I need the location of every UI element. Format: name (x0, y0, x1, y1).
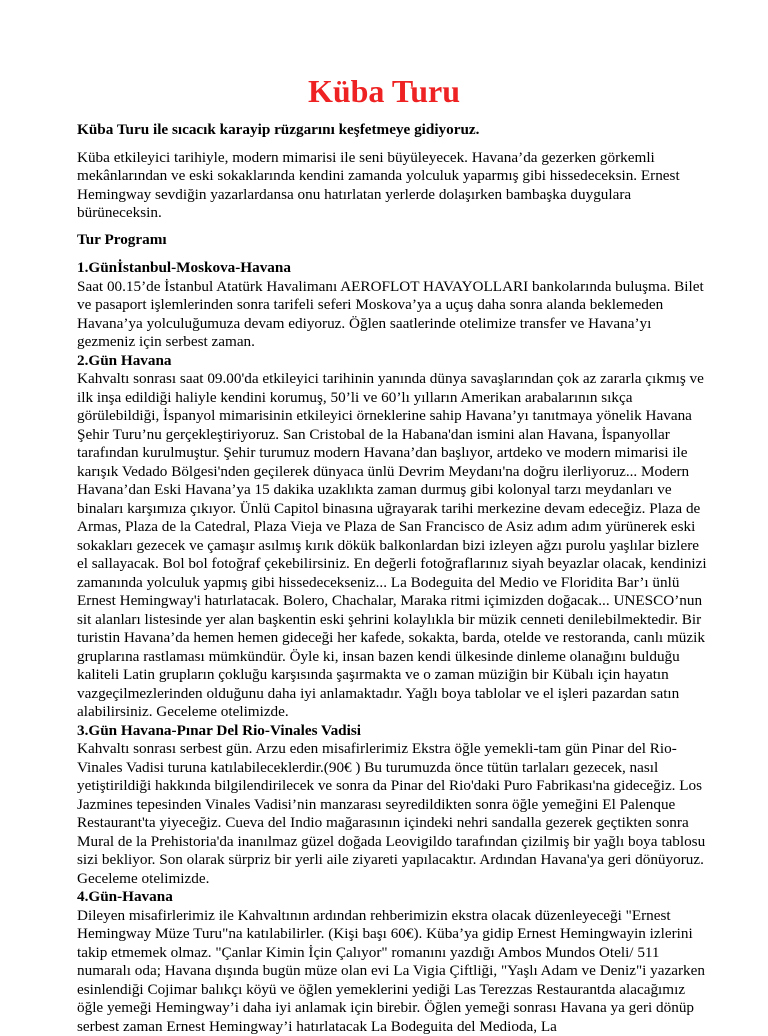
document-body (77, 121, 713, 1036)
day-3-title: 3.Gün Havana-Pınar Del Rio-Vinales Vadisi (77, 722, 713, 741)
lead-paragraph: Küba Turu ile sıcacık karayip rüzgarını keşfetmeye gidiyoruz. (77, 121, 713, 140)
page-title: Küba Turu (0, 73, 768, 109)
day-1-title: 1.Günİstanbul-Moskova-Havana (77, 259, 713, 278)
day-1-body: Saat 00.15’de İstanbul Atatürk Havalimanı AEROFLOT HAVAYOLLARI bankolarında buluşma. Bilet ve pasaport işlemlerinden sonra tarifeli seferi Moskova’ya a uçuş daha sonra alanda beklemeden Havana’ya yolculuğumuza devam ediyoruz. Öğlen saatlerinde otelimize transfer ve Havana’yı gezmeniz için serbest zaman. (77, 278, 713, 352)
day-4-body: Dileyen misafirlerimiz ile Kahvaltının ardından rehberimizin ekstra olacak düzenleyeceği "Ernest Hemingway Müze Turu"na katılabilirler. (Kişi başı 60€). Küba’ya gidip Ernest Hemingwayin izlerini takip etmemek olmaz. "Çanlar Kimin İçin Çalıyor" romanını yazdığı Ambos Mundos Oteli/ 511 numaralı oda; Havana dışında bugün müze olan evi La Vigia Çiftliği, "Yaşlı Adam ve Deniz"i yazarken esinlendiği Cojimar balıkçı köyü ve öğlen yemeklerini yediği Las Terezzas Restaurantda alacağımız öğle yemeği Hemingway’i daha iyi anlamak için birebir. Öğlen yemeği sonrası Havana ya geri dönüp serbest zaman Ernest Hemingway’i hatırlatacak La Bodeguita del Medioda, La (77, 907, 713, 1036)
day-3-body: Kahvaltı sonrası serbest gün. Arzu eden misafirlerimiz Ekstra öğle yemekli-tam gün Pinar del Rio-Vinales Vadisi turuna katılabileceklerdir.(90€ ) Bu turumuzda önce tütün tarlaları gezecek, nasıl yetiştirildiği hakkında bilgilendirilecek ve sonra da Pinar del Rio'daki Puro Fabrikası'na gideceğiz. Los Jazmines tepesinden Vinales Vadisi’nin manzarası seyredildikten sonra öğle yemeğini El Palenque Restaurant'ta yiyeceğiz. Cueva del Indio mağarasının içindeki nehri sandalla gezerek geçtikten sonra Mural de la Prehistoria'da inanılmaz güzel doğada Leovigildo tarafından çizilmiş bir yağlı boya tablosu sizi bekliyor. Son olarak sürpriz bir yerli aile ziyareti yapılacaktır. Ardından Havana'ya geri dönüyoruz. Geceleme otelimizde. (77, 740, 713, 888)
day-2-body: Kahvaltı sonrası saat 09.00'da etkileyici tarihinin yanında dünya savaşlarından çok az zararla çıkmış ve ilk inşa edildiği haliyle kendini korumuş, 50’li ve 60’lı yılların Amerikan arabalarının sıkça görülebildiği, İspanyol mimarisinin etkileyici örneklerine sahip Havana’yı tanıtmaya yönelik Havana Şehir Turu’nu gerçekleştiriyoruz. San Cristobal de la Habana'dan ismini alan Havana, İspanyollar tarafından kurulmuştur. Şehir turumuz modern Havana’dan başlıyor, artdeko ve modern mimarisi ile karışık Vedado Bölgesi'nden geçilerek dünyaca ünlü Devrim Meydanı'na doğru ilerliyoruz... Modern Havana’dan Eski Havana’ya 15 dakika uzaklıkta zaman durmuş gibi kolonyal tarzı meydanları ve binaları karşımıza çıkıyor. Ünlü Capitol binasına uğrayarak tarihi merkezine devam edeceğiz. Plaza de Armas, Plaza de la Catedral, Plaza Vieja ve Plaza de San Francisco de Asiz adım adım yürünerek eski sokakları gezecek ve çamaşır asılmış kırık dökük balkonlardan bizi izleyen ağzı purolu yaşlılar bizlere el sallayacak. Bol bol fotoğraf çekebilirsiniz. En değerli fotoğraflarınız siyah beyazlar olacak, kendinizi zamanında yolculuk yapmış gibi hissedecekseniz... La Bodeguita del Medio ve Floridita Bar’ı ünlü Ernest Hemingway'i hatırlatacak. Bolero, Chachalar, Maraka ritmi içimizden doğacak... UNESCO’nun sit alanları listesinde yer alan başkentin eski şehrini kolaylıkla bir müzik cenneti denilebilmektedir. Bir turistin Havana’da hemen hemen gideceği her kafede, sokakta, barda, otelde ve restoranda, canlı müzik gruplarına rastlaması mümkündür. Öyle ki, insan bazen kendi ülkesinde dinleme olanağını bulduğu kaliteli Latin grupların çokluğu karşısında şaşırmakta ve o zaman müziğin bir Kübalı için hayatın vazgeçilmezlerinden olduğunu daha iyi anlamaktadır. Yağlı boya tablolar ve el işleri pazardan satın alabilirsiniz. Geceleme otelimizde. (77, 370, 713, 722)
day-2-title: 2.Gün Havana (77, 352, 713, 371)
intro-paragraph: Küba etkileyici tarihiyle, modern mimarisi ile seni büyüleyecek. Havana’da gezerken görkemli mekânlarından ve eski sokaklarında kendini zamanda yolculuk yaparmış gibi hissedeceksin. Ernest Hemingway sevdiğin yazarlardansa onu hatırlatan yerlerde dolaşırken bambaşka duygulara bürüneceksin. (77, 149, 713, 223)
program-heading: Tur Programı (77, 231, 713, 250)
day-4-title: 4.Gün-Havana (77, 888, 713, 907)
